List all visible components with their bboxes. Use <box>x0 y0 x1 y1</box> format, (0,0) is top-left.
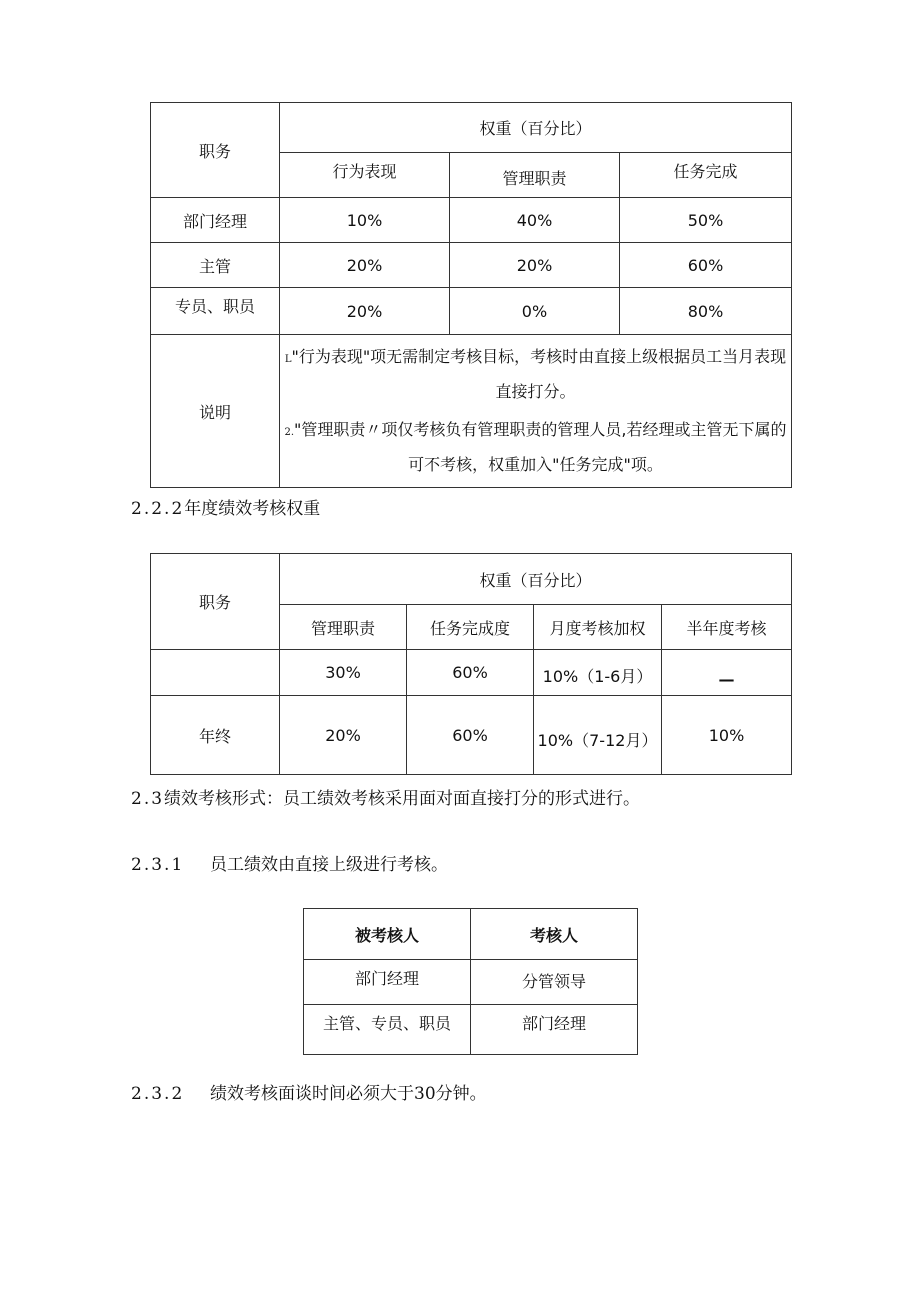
cell-value: 10% <box>662 696 792 775</box>
note-text: "行为表现"项无需制定考核目标，考核时由直接上级根据员工当月表现直接打分。 <box>291 347 787 401</box>
section-title-end: 分钟。 <box>435 1084 487 1104</box>
minutes-value: 30 <box>414 1084 436 1104</box>
cell-value: 20% <box>280 696 407 775</box>
section-heading-2-3 <box>131 784 640 809</box>
monthly-unit: 月） <box>625 730 658 750</box>
table-row <box>304 960 638 1005</box>
row-role: 主管 <box>151 243 280 288</box>
note-item-2 <box>280 414 791 481</box>
monthly-pct: 10% <box>542 667 579 686</box>
cell-assessee: 部门经理 <box>304 960 471 1005</box>
cell-assessee: 主管、专员、职员 <box>304 1005 471 1055</box>
section-title: 绩效考核面谈时间必须大于 <box>210 1084 414 1104</box>
monthly-range: （7-12 <box>573 730 626 750</box>
cell-assessor: 分管领导 <box>471 960 638 1005</box>
sub-header-behavior: 行为表现 <box>280 153 450 198</box>
sub-header-half-year: 半年度考核 <box>662 605 792 650</box>
cell-value-dash: — <box>662 650 792 696</box>
col-weight-header: 权重（百分比） <box>280 103 792 153</box>
note-number: L <box>284 354 292 365</box>
cell-value: 50% <box>620 198 792 243</box>
cell-value: 10% <box>280 198 450 243</box>
section-title: 年度绩效考核权重 <box>184 499 321 519</box>
header-assessor: 考核人 <box>471 909 638 960</box>
note-number: 2. <box>284 427 295 438</box>
monthly-unit: 月） <box>620 667 653 686</box>
table-row <box>151 696 792 775</box>
cell-value: 60% <box>407 650 534 696</box>
cell-assessor: 部门经理 <box>471 1005 638 1055</box>
assessor-table <box>303 908 638 1055</box>
col-weight-header: 权重（百分比） <box>280 554 792 605</box>
section-heading-2-3-1 <box>131 850 448 875</box>
cell-value: 0% <box>450 288 620 335</box>
cell-value: 40% <box>450 198 620 243</box>
row-role: 年终 <box>151 696 280 775</box>
section-heading-2-3-2 <box>131 1079 487 1104</box>
section-title: 绩效考核形式：员工绩效考核采用面对面直接打分的形式进行。 <box>164 789 641 809</box>
section-heading-2-2-2 <box>131 494 320 519</box>
section-title: 员工绩效由直接上级进行考核。 <box>210 855 448 875</box>
sub-header-task: 任务完成 <box>620 153 792 198</box>
cell-value: 80% <box>620 288 792 335</box>
sub-header-management: 管理职责 <box>450 153 620 198</box>
cell-value: 60% <box>620 243 792 288</box>
monthly-pct: 10% <box>537 730 574 750</box>
cell-value: 30% <box>280 650 407 696</box>
cell-monthly <box>534 650 662 696</box>
row-role: 部门经理 <box>151 198 280 243</box>
weight-table-monthly <box>150 102 792 488</box>
header-assessee: 被考核人 <box>304 909 471 960</box>
section-number: 2.2.2 <box>131 499 185 519</box>
col-role-header: 职务 <box>151 554 280 650</box>
row-role <box>151 650 280 696</box>
cell-value: 20% <box>280 288 450 335</box>
cell-monthly <box>534 696 662 775</box>
sub-header-task-completion: 任务完成度 <box>407 605 534 650</box>
cell-value: 20% <box>280 243 450 288</box>
monthly-range: （1-6 <box>578 667 621 686</box>
table-row <box>151 198 792 243</box>
table-row <box>151 288 792 335</box>
cell-value: 60% <box>407 696 534 775</box>
section-number: 2.3.2 <box>131 1084 185 1104</box>
note-text: "管理职责〃项仅考核负有管理职责的管理人员,若经理或主管无下属的可不考核，权重加入"任务完成"项。 <box>294 420 787 474</box>
table-row <box>151 650 792 696</box>
note-item-1 <box>280 341 791 408</box>
section-number: 2.3 <box>131 789 165 809</box>
sub-header-management: 管理职责 <box>280 605 407 650</box>
col-role-header: 职务 <box>151 103 280 198</box>
table-row <box>151 243 792 288</box>
note-cell <box>280 335 792 488</box>
table-row <box>304 1005 638 1055</box>
cell-value: 20% <box>450 243 620 288</box>
row-role: 专员、职员 <box>151 288 280 335</box>
note-label: 说明 <box>151 335 280 488</box>
weight-table-annual <box>150 553 792 775</box>
sub-header-monthly-weight: 月度考核加权 <box>534 605 662 650</box>
section-number: 2.3.1 <box>131 855 185 875</box>
